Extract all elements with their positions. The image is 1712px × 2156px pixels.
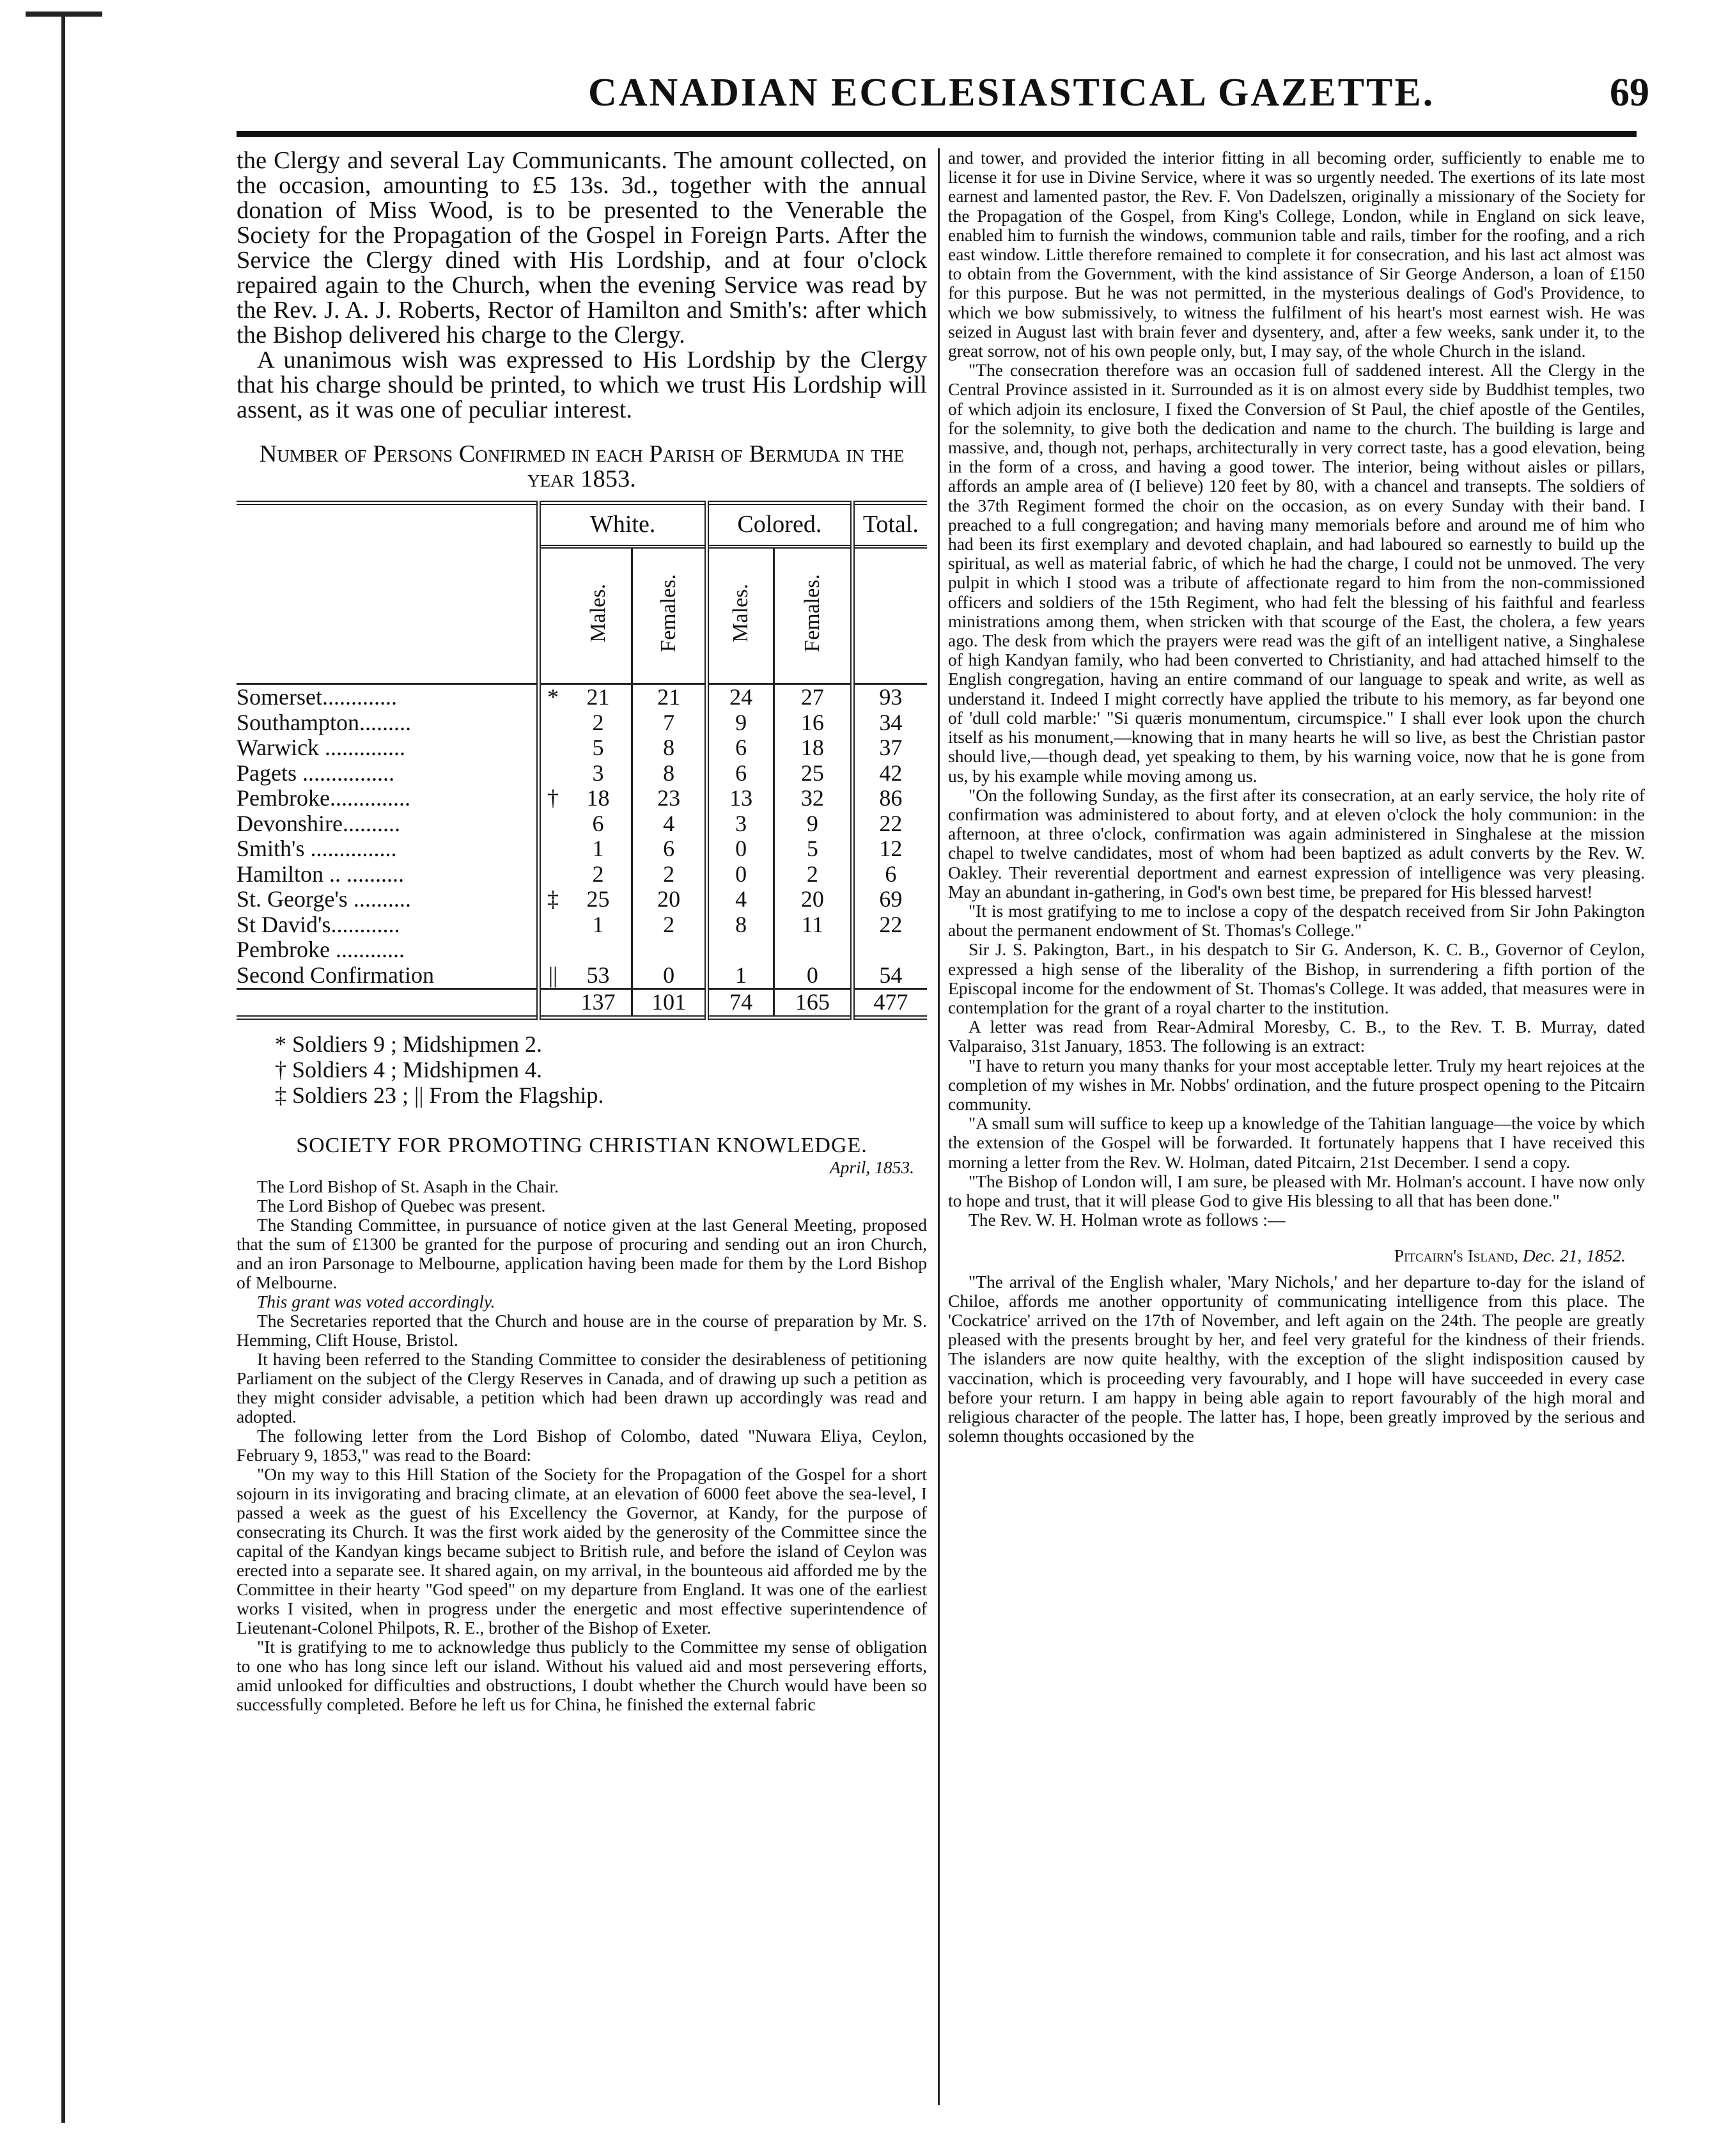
paragraph-charge-printed: A unanimous wish was expressed to His Lordship by the Clergy that his charge should be printed, to which we trust His Lordship will assent, as it was one of peculiar interest.	[237, 347, 927, 423]
white-females: 6	[632, 836, 707, 862]
white-females: 2	[632, 862, 707, 887]
white-males: 3	[592, 760, 604, 786]
row-total: 69	[852, 887, 927, 912]
paragraph-collection: the Clergy and several Lay Communicants. The amount collected, on the occasion, amounting to £5 13s. 3d., together with the annual donation of Miss Wood, is to be presented to the Venerable the Society for the Propagation of the Gospel in Foreign Parts. After the Service the Clergy dined with His Lordship, and at four o'clock repaired again to the Church, when the evening Service was read by the Rev. J. A. J. Roberts, Rector of Hamilton and Smith's: after which the Bishop delivered his charge to the Clergy.	[237, 148, 927, 348]
white-males: 6	[592, 810, 604, 836]
footnote: ‡ Soldiers 23 ; || From the Flagship.	[275, 1082, 604, 1108]
white-males: 2	[592, 861, 604, 887]
colored-males: 13	[707, 786, 774, 811]
table-row	[237, 761, 927, 786]
paragraph: "On my way to this Hill Station of the Society for the Propagation of the Gospel for a short sojourn in its invigorating and bracing climate, at an elevation of 6000 feet above the sea-level, I passed a week as the guest of his Excellency the Governor, at Kandy, for the purpose of consecrating its Church. It was the first work aided by the generosity of the Committee since the capital of the Kandyan kings became subject to British rule, and before the island of Ceylon was erected into a separate see. It shared again, on my arrival, in the bounteous aid afforded me by the Committee in their hearty "God speed" on my departure from England. It was one of the earliest works I visited, when in progress under the energetic and most effective superintendence of Lieutenant-Colonel Philpots, R. E., brother of the Bishop of Exeter.	[237, 1464, 927, 1637]
paragraph: and tower, and provided the interior fitting in all becoming order, sufficiently to enable me to license it for use in Divine Service, where it was so urgently needed. The exertions of its late most earnest and lamented pastor, the Rev. F. Von Dadelszen, originally a missionary of the Society for the Propagation of the Gospel, from King's College, London, while in England on sick leave, enabled him to furnish the windows, communion table and rails, timber for the roofing, and a rich east window. Little therefore remained to complete it for consecration, and his last act almost was to obtain from the Government, with the kind assistance of Sir George Anderson, a loan of £150 for this purpose. But he was not permitted, in the mysterious dealings of God's Providence, to which we bow submissively, to witness the fulfilment of his heart's most earnest wish. He was seized in August last with brain fever and dysentery, and, after a few weeks, sank under it, to the great sorrow, not of his own people only, but, I may say, of the whole Church in the island.	[948, 148, 1645, 361]
table-row	[237, 887, 927, 912]
row-mark	[539, 735, 565, 761]
row-mark	[539, 836, 565, 862]
subheader-white-males: Males.	[586, 583, 610, 643]
total-colored-females: 165	[774, 989, 853, 1018]
colored-females: 11	[774, 912, 853, 938]
letter-place: Pitcairn's Island,	[1394, 1246, 1518, 1266]
colored-males	[707, 937, 774, 963]
paragraph: This grant was voted accordingly.	[257, 1291, 495, 1311]
table-row	[237, 862, 927, 887]
colored-males: 6	[707, 761, 774, 786]
row-mark: ||	[539, 963, 565, 989]
row-mark	[539, 811, 565, 837]
parish-name: Southampton.........	[237, 709, 412, 735]
row-total: 37	[852, 735, 927, 761]
column-divider	[938, 148, 940, 2105]
parish-name: Devonshire..........	[237, 810, 400, 836]
paragraph: "The arrival of the English whaler, 'Mary Nichols,' and her departure to-day for the island of Chiloe, affords me another opportunity of communicating intelligence from this place. The 'Cockatrice' arrived on the 17th of November, and left again on the 24th. The people are greatly pleased with the presents brought by her, and feel very grateful for the kindness of their friends. The islanders are now quite healthy, with the exception of the slight indisposition caused by vaccination, which is proceeding very favourably, and I hope will have succeeded in every case before your return. I am happy in being able again to report favourably of the high moral and religious character of the people. The latter has, I hope, been greatly improved by the serious and solemn thoughts occasioned by the	[948, 1271, 1645, 1446]
table-header-total: Total.	[852, 503, 927, 547]
white-females	[632, 937, 707, 963]
colored-females: 2	[774, 862, 853, 887]
row-total: 12	[852, 836, 927, 862]
parish-name: Pembroke ............	[237, 937, 405, 962]
table-row	[237, 710, 927, 736]
white-males: 1	[592, 911, 604, 937]
white-males: 2	[592, 709, 604, 735]
paragraph: The Lord Bishop of St. Asaph in the Chair.	[257, 1176, 559, 1196]
row-total: 93	[852, 684, 927, 710]
colored-males: 3	[707, 811, 774, 837]
table-row	[237, 912, 927, 938]
colored-females: 16	[774, 710, 853, 736]
colored-males: 9	[707, 710, 774, 736]
row-total: 54	[852, 963, 927, 989]
colored-males: 0	[707, 836, 774, 862]
white-males: 21	[586, 684, 610, 710]
white-females: 8	[632, 761, 707, 786]
parish-name: Second Confirmation	[237, 962, 434, 988]
colored-females: 25	[774, 761, 853, 786]
table-row	[237, 786, 927, 811]
table-row	[237, 963, 927, 989]
row-total: 6	[852, 862, 927, 887]
total-white-males: 137	[580, 989, 616, 1015]
colored-males: 8	[707, 912, 774, 938]
paragraph: It having been referred to the Standing Committee to consider the desirableness of petitioning Parliament on the subject of the Clergy Reserves in Canada, and of drawing up such a petition as they might consider advisable, a petition which had been drawn up accordingly was read and adopted.	[237, 1348, 927, 1426]
row-total: 22	[852, 912, 927, 938]
white-females: 0	[632, 963, 707, 989]
colored-males: 24	[707, 684, 774, 710]
parish-name: Pembroke..............	[237, 785, 410, 811]
letter-date: Dec. 21, 1852.	[1522, 1246, 1626, 1266]
total-colored-males: 74	[707, 989, 774, 1018]
parish-name: Hamilton .. ..........	[237, 861, 404, 887]
row-mark	[539, 912, 565, 938]
paragraph: The Secretaries reported that the Church and house are in the course of preparation by Mr. S. Hemming, Clift House, Bristol.	[237, 1310, 927, 1350]
colored-females: 9	[774, 811, 853, 837]
row-total: 42	[852, 761, 927, 786]
table-row	[237, 811, 927, 837]
confirmation-table	[237, 501, 927, 1020]
header-rule	[237, 131, 1637, 137]
total-white-females: 101	[632, 989, 707, 1018]
row-total: 34	[852, 710, 927, 736]
paragraph: "On the following Sunday, as the first after its consecration, at an early service, the holy rite of confirmation was administered to about forty, and at eleven o'clock the holy communion: in the afternoon, at three o'clock, confirmation was again administered in Singhalese at the mission chapel to twelve candidates, most of whom had been baptized as adult converts by the Rev. W. Oakley. Their reverential deportment and earnest expression of intelligence was very pleasing. May an abundant in-gathering, in God's own best time, be prepared for His blessed harvest!	[948, 785, 1645, 902]
row-mark	[539, 710, 565, 736]
white-males: 5	[592, 735, 604, 760]
table-footnotes	[275, 1031, 927, 1108]
total-grand: 477	[852, 989, 927, 1018]
row-mark: †	[539, 786, 565, 811]
table-row	[237, 684, 927, 710]
right-column	[948, 148, 1645, 2111]
row-total: 22	[852, 811, 927, 837]
paragraph: "I have to return you many thanks for your most acceptable letter. Truly my heart rejoices at the completion of my wishes in Mr. Nobbs' ordination, and the future prospect opening to the Pitcairn community.	[948, 1055, 1645, 1114]
white-females: 21	[632, 684, 707, 710]
row-total	[852, 937, 927, 963]
parish-name: St David's............	[237, 911, 400, 937]
paragraph: The Lord Bishop of Quebec was present.	[257, 1195, 546, 1215]
colored-females: 5	[774, 836, 853, 862]
white-females: 23	[632, 786, 707, 811]
parish-name: Warwick ..............	[237, 735, 406, 760]
paragraph: "It is most gratifying to me to inclose a copy of the despatch received from Sir John Pakington about the permanent endowment of St. Thomas's College."	[948, 900, 1645, 941]
colored-males: 6	[707, 735, 774, 761]
table-row	[237, 836, 927, 862]
subheader-colored-males: Males.	[729, 583, 753, 643]
white-males: 18	[586, 785, 610, 811]
section-heading: SOCIETY FOR PROMOTING CHRISTIAN KNOWLEDGE.	[296, 1133, 868, 1157]
section-date: April, 1853.	[829, 1157, 914, 1177]
paragraph: "It is gratifying to me to acknowledge thus publicly to the Committee my sense of obligation to one who has long since left our island. Without his valued aid and most persevering efforts, amid unlooked for difficulties and obstructions, I doubt whether the Church would have been so successfully completed. Before he left us for China, he finished the external fabric	[237, 1636, 927, 1714]
white-females: 8	[632, 735, 707, 761]
white-females: 20	[632, 887, 707, 912]
subheader-colored-females: Females.	[800, 574, 825, 652]
colored-females	[774, 937, 853, 963]
row-mark	[539, 761, 565, 786]
colored-females: 18	[774, 735, 853, 761]
colored-males: 0	[707, 862, 774, 887]
white-males: 25	[586, 886, 610, 912]
footnote: * Soldiers 9 ; Midshipmen 2.	[275, 1031, 543, 1057]
row-mark	[539, 862, 565, 887]
page-header	[217, 70, 1649, 121]
table-header-white: White.	[539, 503, 707, 547]
row-mark: *	[539, 684, 565, 710]
parish-name: Somerset.............	[237, 684, 397, 710]
white-females: 7	[632, 710, 707, 736]
colored-females: 32	[774, 786, 853, 811]
white-males	[565, 937, 632, 963]
parish-name: St. George's ..........	[237, 886, 411, 912]
table-row	[237, 937, 927, 963]
parish-name: Smith's ...............	[237, 836, 397, 861]
paragraph: The following letter from the Lord Bishop of Colombo, dated "Nuwara Eliya, Ceylon, February 9, 1853," was read to the Board:	[237, 1425, 927, 1465]
page-title: CANADIAN ECCLESIASTICAL GAZETTE.	[588, 71, 1435, 114]
paragraph: "A small sum will suffice to keep up a knowledge of the Tahitian language—the voice by which the extension of the Gospel will be forwarded. It fortunately happens that I have received this morning a letter from the Rev. W. Holman, dated Pitcairn, 21st December. I send a copy.	[948, 1113, 1645, 1172]
table-header-colored: Colored.	[707, 503, 853, 547]
white-females: 2	[632, 912, 707, 938]
subheader-white-females: Females.	[657, 574, 681, 652]
paragraph: "The Bishop of London will, I am sure, be pleased with Mr. Holman's account. I have now only to hope and trust, that it will please God to give His blessing to all that has been done."	[948, 1171, 1645, 1210]
row-total: 86	[852, 786, 927, 811]
colored-females: 20	[774, 887, 853, 912]
white-males: 53	[586, 962, 610, 988]
footnote: † Soldiers 4 ; Midshipmen 4.	[275, 1056, 543, 1082]
colored-females: 27	[774, 684, 853, 710]
paragraph: The Standing Committee, in pursuance of notice given at the last General Meeting, proposed that the sum of £1300 be granted for the purpose of procuring and sending out an iron Church, and an iron Parsonage to Melbourne, application having been made for them by the Lord Bishop of Melbourne.	[237, 1214, 927, 1292]
paragraph: The Rev. W. H. Holman wrote as follows :—	[969, 1210, 1286, 1230]
table-caption: Number of Persons Confirmed in each Parish of Bermuda in the year 1853.	[259, 441, 905, 492]
parish-name: Pagets ................	[237, 760, 394, 786]
row-mark: ‡	[539, 887, 565, 912]
page-number: 69	[1610, 71, 1649, 114]
white-males: 1	[592, 836, 604, 861]
colored-males: 4	[707, 887, 774, 912]
table-row	[237, 735, 927, 761]
table-header-parish	[237, 503, 539, 547]
margin-rule	[61, 13, 65, 2123]
colored-males: 1	[707, 963, 774, 989]
white-females: 4	[632, 811, 707, 837]
left-column	[237, 148, 927, 2111]
paragraph: A letter was read from Rear-Admiral Moresby, C. B., to the Rev. T. B. Murray, dated Valparaiso, 31st January, 1853. The following is an extract:	[948, 1017, 1645, 1056]
paragraph: "The consecration therefore was an occasion full of saddened interest. All the Clergy in the Central Province assisted in it. Surrounded as it is on almost every side by Buddhist temples, two of which adjoin its enclosure, I fixed the Conversion of St Paul, the chief apostle of the Gentiles, for the solemnity, to give both the dedication and name to the church. The building is large and massive, and, though not, perhaps, architecturally in very correct taste, has a good elevation, being in the form of a cross, and having a good tower. The interior, being without aisles or pillars, affords an ample area of (I believe) 120 feet by 80, with a chancel and transepts. The soldiers of the 37th Regiment formed the choir on the occasion, as on every Sunday with their band. I preached to a full congregation; and having many memorials before and around me of him who had been its first exemplary and devoted chaplain, and had laboured so earnestly to build up the spiritual, as well as material fabric, of which he had the charge, I could not be unmoved. The very pulpit in which I stood was a tribute of affectionate regard to him from the non-commissioned officers and soldiers of the 15th Regiment, who had felt the blessing of his faithful and fearless ministrations among them, when stricken with that scourge of the East, the cholera, a few years ago. The desk from which the prayers were read was the gift of an intelligent native, a Singhalese of high Kandyan family, who had been converted to Christianity, and had attached himself to the English congregation, having an entire command of our language to speak and write, as well as understand it. Indeed I might correctly have applied the tribute to his memory, as far beyond one of 'dull cold marble:' "Si quæris monumentum, circumspice." I shall ever look upon the church itself as his monument,—knowing that in many hearts he will so live, as best the Christian pastor should live,—though dead, yet speaking to them, by his warning voice, now that he is gone from us, by his example while moving among us.	[948, 360, 1645, 786]
colored-females: 0	[774, 963, 853, 989]
row-mark	[539, 937, 565, 963]
paragraph: Sir J. S. Pakington, Bart., in his despatch to Sir G. Anderson, K. C. B., Governor of Ceylon, expressed a high sense of the liberality of the Bishop, in surrendering a fifth portion of the Episcopal income for the endowment of St. Thomas's College. It was added, that measures were in contemplation for the grant of a royal charter to the institution.	[948, 939, 1645, 1017]
letter-dateline	[948, 1246, 1645, 1265]
